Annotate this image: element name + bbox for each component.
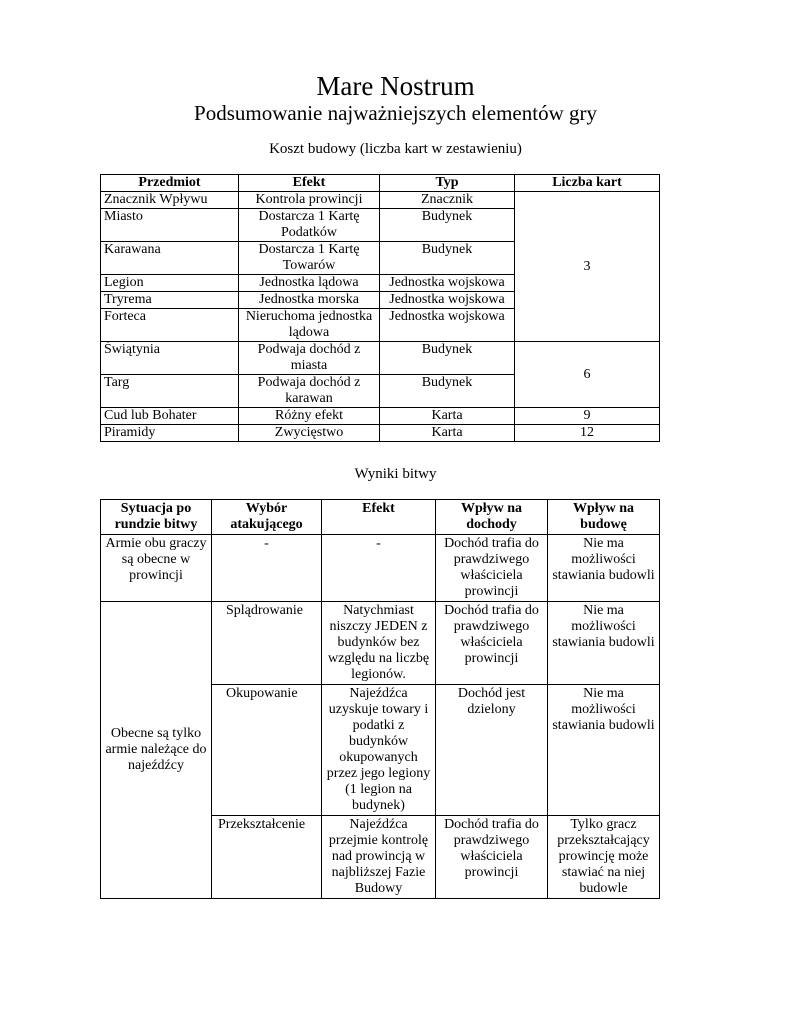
- item-cell: Świątynia: [101, 342, 239, 375]
- type-cell: Budynek: [380, 375, 515, 408]
- build-cost-caption: Koszt budowy (liczba kart w zestawieniu): [269, 141, 522, 157]
- table-row: [101, 408, 660, 425]
- document-title: Mare Nostrum: [316, 71, 475, 101]
- item-cell: Miasto: [101, 209, 239, 242]
- build-cell: Nie ma możliwości stawiania budowli: [548, 535, 660, 602]
- table-row: [101, 535, 660, 602]
- situation-cell: Obecne są tylko armie należące do najeźdźcy: [101, 602, 212, 899]
- table-row: [101, 342, 660, 375]
- type-cell: Karta: [380, 408, 515, 425]
- table-header-row: [101, 175, 660, 192]
- choice-cell: Splądrowanie: [212, 602, 322, 685]
- effect-cell: Dostarcza 1 Kartę Podatków: [239, 209, 380, 242]
- income-cell: Dochód trafia do prawdziwego właściciela prowincji: [436, 535, 548, 602]
- column-header: Przedmiot: [101, 175, 239, 192]
- type-cell: Karta: [380, 425, 515, 442]
- income-cell: Dochód trafia do prawdziwego właściciela prowincji: [436, 816, 548, 899]
- column-header: Typ: [380, 175, 515, 192]
- type-cell: Budynek: [380, 342, 515, 375]
- table-row: [101, 192, 660, 209]
- type-cell: Budynek: [380, 209, 515, 242]
- choice-cell: -: [212, 535, 322, 602]
- table-row: [101, 602, 660, 685]
- effect-cell: Jednostka morska: [239, 292, 380, 309]
- type-cell: Jednostka wojskowa: [380, 309, 515, 342]
- column-header: Wybór atakującego: [212, 500, 322, 535]
- column-header: Wpływ na budowę: [548, 500, 660, 535]
- column-header: Liczba kart: [515, 175, 660, 192]
- type-cell: Budynek: [380, 242, 515, 275]
- item-cell: Forteca: [101, 309, 239, 342]
- build-cell: Tylko gracz przekształcający prowincję może stawiać na niej budowle: [548, 816, 660, 899]
- choice-cell: Okupowanie: [212, 685, 322, 816]
- effect-cell: Dostarcza 1 Kartę Towarów: [239, 242, 380, 275]
- effect-cell: Nieruchoma jednostka lądowa: [239, 309, 380, 342]
- cards-cell: 6: [515, 342, 660, 408]
- cards-cell: 9: [515, 408, 660, 425]
- table-row: [101, 425, 660, 442]
- document-subtitle: Podsumowanie najważniejszych elementów gry: [194, 101, 597, 125]
- build-cell: Nie ma możliwości stawiania budowli: [548, 602, 660, 685]
- situation-cell: Armie obu graczy są obecne w prowincji: [101, 535, 212, 602]
- cards-cell: 3: [515, 192, 660, 342]
- effect-cell: Jednostka lądowa: [239, 275, 380, 292]
- income-cell: Dochód jest dzielony: [436, 685, 548, 816]
- item-cell: Piramidy: [101, 425, 239, 442]
- cards-cell: 12: [515, 425, 660, 442]
- table-header-row: [101, 500, 660, 535]
- income-cell: Dochód trafia do prawdziwego właściciela prowincji: [436, 602, 548, 685]
- item-cell: Znacznik Wpływu: [101, 192, 239, 209]
- type-cell: Jednostka wojskowa: [380, 275, 515, 292]
- column-header: Efekt: [239, 175, 380, 192]
- battle-caption: Wyniki bitwy: [354, 466, 437, 482]
- effect-cell: Natychmiast niszczy JEDEN z budynków bez względu na liczbę legionów.: [322, 602, 436, 685]
- column-header: Wpływ na dochody: [436, 500, 548, 535]
- effect-cell: -: [322, 535, 436, 602]
- effect-cell: Różny efekt: [239, 408, 380, 425]
- build-cost-table: [100, 174, 660, 442]
- column-header: Sytuacja po rundzie bitwy: [101, 500, 212, 535]
- effect-cell: Najeźdźca uzyskuje towary i podatki z budynków okupowanych przez jego legiony (1 legion na budynek): [322, 685, 436, 816]
- effect-cell: Kontrola prowincji: [239, 192, 380, 209]
- item-cell: Targ: [101, 375, 239, 408]
- item-cell: Tryrema: [101, 292, 239, 309]
- item-cell: Legion: [101, 275, 239, 292]
- item-cell: Cud lub Bohater: [101, 408, 239, 425]
- effect-cell: Podwaja dochód z miasta: [239, 342, 380, 375]
- effect-cell: Zwycięstwo: [239, 425, 380, 442]
- battle-results-table: [100, 499, 660, 899]
- type-cell: Jednostka wojskowa: [380, 292, 515, 309]
- choice-cell: Przekształcenie: [212, 816, 322, 899]
- item-cell: Karawana: [101, 242, 239, 275]
- effect-cell: Podwaja dochód z karawan: [239, 375, 380, 408]
- column-header: Efekt: [322, 500, 436, 535]
- build-cell: Nie ma możliwości stawiania budowli: [548, 685, 660, 816]
- effect-cell: Najeźdźca przejmie kontrolę nad prowincją w najbliższej Fazie Budowy: [322, 816, 436, 899]
- type-cell: Znacznik: [380, 192, 515, 209]
